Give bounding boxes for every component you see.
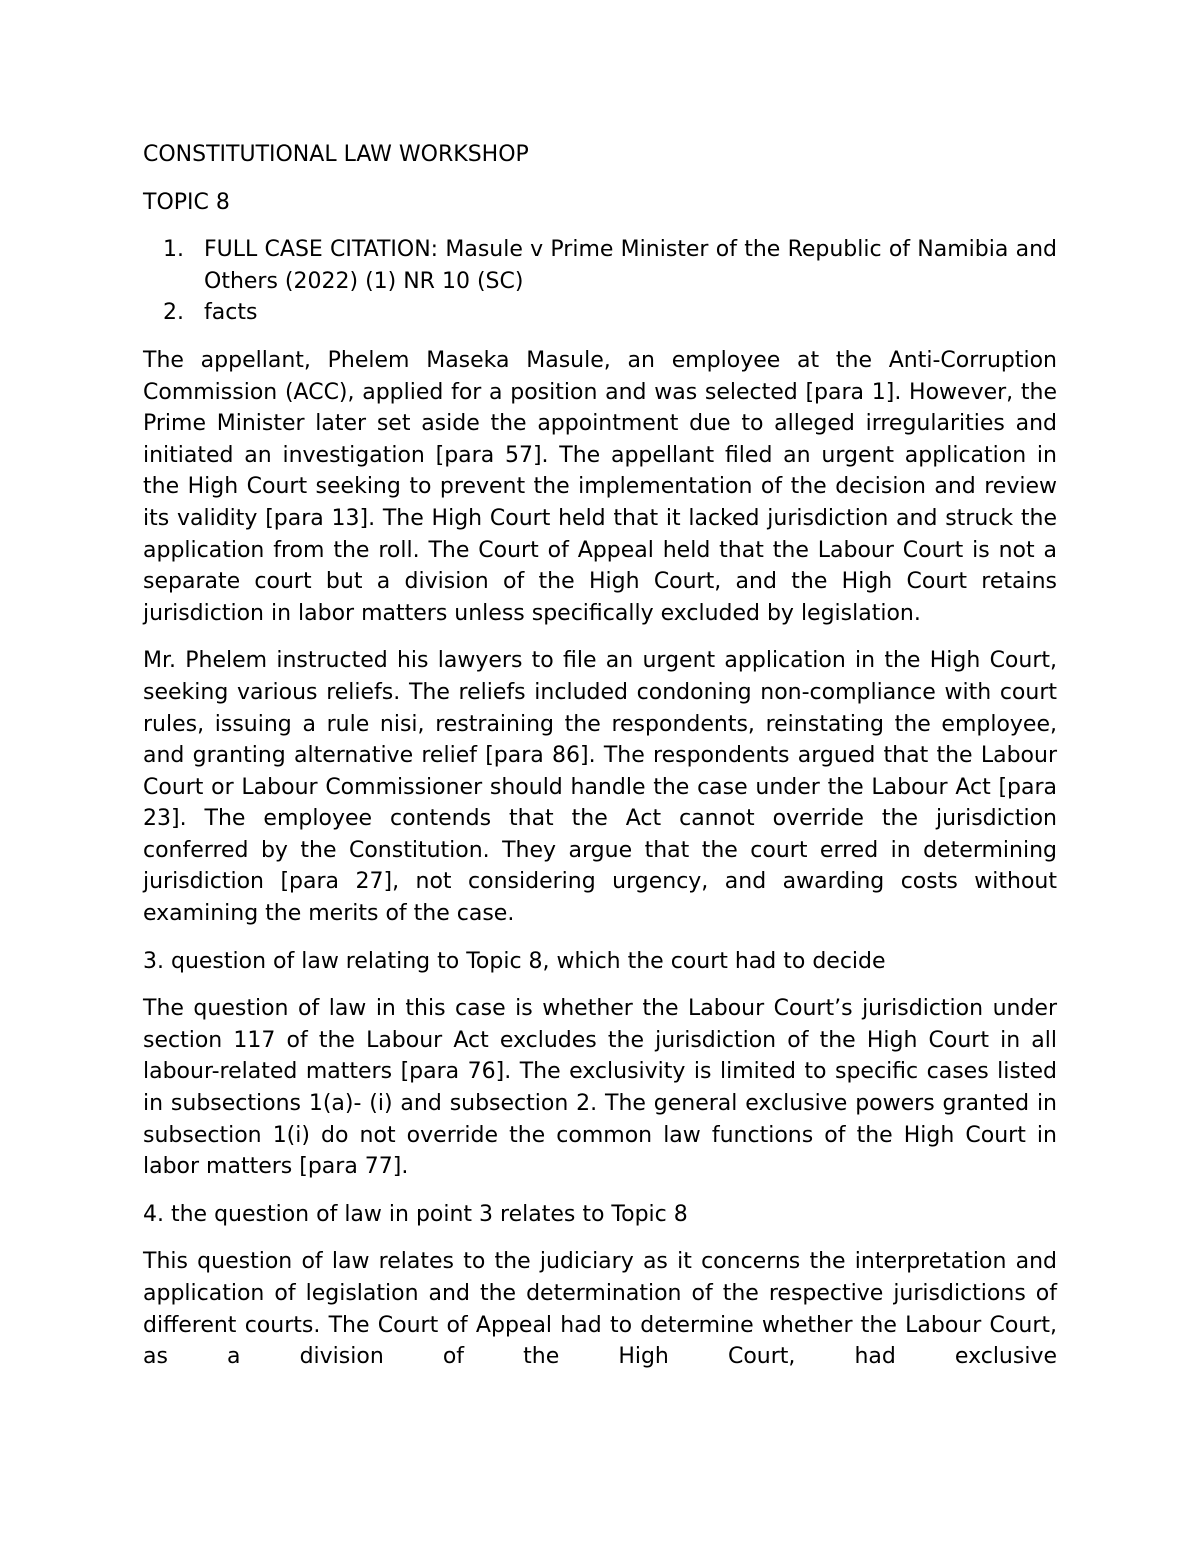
section-4-paragraph: This question of law relates to the judiciary as it concerns the interpretation and application of legislation and the determination of the respective jurisdictions of different courts. The Court of Appeal had to determine whether the Labour Court, as a division of the High Court, had exclusive bbox=[143, 1249, 1057, 1370]
facts-paragraph-2: Mr. Phelem instructed his lawyers to file an urgent application in the High Court, seeking various reliefs. The reliefs included condoning non-compliance with court rules, issuing a rule nisi, restraining the respondents, reinstating the employee, and granting alternative relief [para 86]. The respondents argued that the Labour Court or Labour Commissioner should handle the case under the Labour Act [para 23]. The employee contends that the Act cannot override the jurisdiction conferred by the Constitution. They argue that the court erred in determining jurisdiction [para 27], not considering urgency, and awarding costs without examining the merits of the case. bbox=[143, 648, 1057, 927]
list-item-case-citation bbox=[143, 234, 1057, 297]
section-4-heading: 4. the question of law in point 3 relates to Topic 8 bbox=[143, 1201, 688, 1227]
document-title: CONSTITUTIONAL LAW WORKSHOP bbox=[143, 142, 529, 167]
list-item-facts bbox=[143, 297, 1057, 329]
list-number: 1. bbox=[163, 237, 184, 263]
section-3-heading: 3. question of law relating to Topic 8, which the court had to decide bbox=[143, 948, 886, 974]
list-number: 2. bbox=[163, 300, 184, 326]
document-body bbox=[143, 139, 1057, 1389]
list-item-text: facts bbox=[204, 300, 258, 326]
list-item-text: FULL CASE CITATION: Masule v Prime Minister of the Republic of Namibia and Others (2022) (1) NR 10 (SC) bbox=[204, 237, 1057, 294]
facts-paragraph-1: The appellant, Phelem Maseka Masule, an employee at the Anti-Corruption Commission (ACC), applied for a position and was selected [para 1]. However, the Prime Minister later set aside the appointment due to alleged irregularities and initiated an investigation [para 57]. The appellant filed an urgent application in the High Court seeking to prevent the implementation of the decision and review its validity [para 13]. The High Court held that it lacked jurisdiction and struck the application from the roll. The Court of Appeal held that the Labour Court is not a separate court but a division of the High Court, and the High Court retains jurisdiction in labor matters unless specifically excluded by legislation. bbox=[143, 347, 1057, 626]
topic-label: TOPIC 8 bbox=[143, 189, 230, 215]
section-3-paragraph: The question of law in this case is whether the Labour Court’s jurisdiction under section 117 of the Labour Act excludes the jurisdiction of the High Court in all labour-related matters [para 76]. The exclusivity is limited to specific cases listed in subsections 1(a)- (i) and subsection 2. The general exclusive powers granted in subsection 1(i) do not override the common law functions of the High Court in labor matters [para 77]. bbox=[143, 996, 1057, 1180]
numbered-list bbox=[143, 234, 1057, 329]
